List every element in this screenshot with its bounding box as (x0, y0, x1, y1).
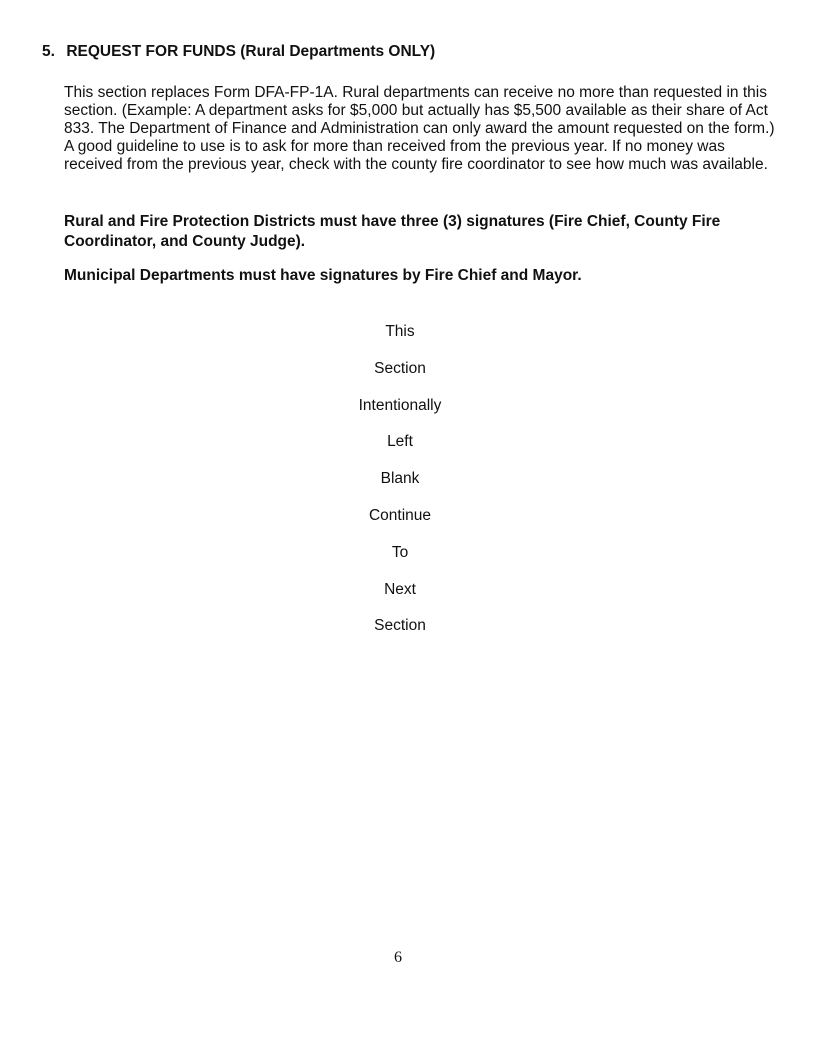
blank-notice-word: Blank (380, 470, 420, 488)
section-number: 5. (42, 43, 55, 60)
blank-notice-word: Next (384, 580, 416, 598)
blank-notice-word: Section (374, 359, 426, 377)
page-number: 6 (394, 949, 402, 966)
blank-notice-word: To (391, 543, 409, 561)
blank-notice-word: This (385, 323, 415, 340)
intro-paragraph: This section replaces Form DFA-FP-1A. Rural departments can receive no more than requested in this section. (Example: A department asks for $5,000 but actually has $5,500 available as their share of Act 833. The Department of Finance and Administration can only award the amount requested on the form.) A good guideline to use is to ask for more than received from the previous year. If no money was received from the previous year, check with the county fire coordinator to see how much was available. (64, 84, 775, 173)
section-heading (42, 42, 782, 62)
blank-section-notice (300, 322, 500, 653)
blank-notice-word: Continue (368, 506, 432, 524)
blank-notice-word: Intentionally (358, 396, 442, 414)
municipal-signature-requirement: Municipal Departments must have signatures by Fire Chief and Mayor. (64, 267, 582, 284)
blank-notice-word: Left (387, 433, 413, 451)
blank-notice-word: Section (374, 617, 426, 635)
section-title: REQUEST FOR FUNDS (Rural Departments ONLY) (66, 43, 436, 60)
rural-signature-requirement: Rural and Fire Protection Districts must have three (3) signatures (Fire Chief, County Fire Coordinator, and County Judge). (64, 213, 721, 250)
